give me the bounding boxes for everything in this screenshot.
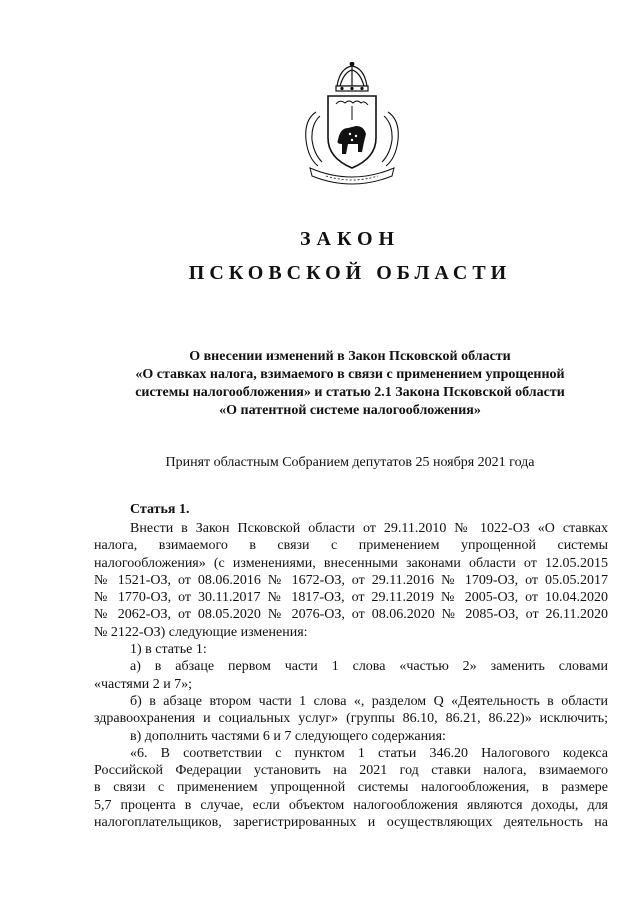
body-line: № 1770-ОЗ, от 30.11.2017 № 1817-ОЗ, от 29.11.2019 № 2005-ОЗ, от 10.04.2020 bbox=[94, 590, 608, 606]
body-line: «6. В соответствии с пунктом 1 статьи 346.20 Налогового кодекса bbox=[130, 745, 608, 761]
body-line: здравоохранения и социальных услуг» (группы 86.10, 86.21, 86.22)» исключить; bbox=[94, 711, 608, 727]
body-line: 1) в статье 1: bbox=[130, 642, 207, 658]
body-line: № 2122-ОЗ) следующие изменения: bbox=[94, 624, 308, 640]
document-type: ЗАКОН bbox=[299, 228, 401, 250]
body-line: а) в абзаце первом части 1 слова «частью 2» заменить словами bbox=[130, 659, 608, 675]
body-line: Российской Федерации установить на 2021 год ставки налога, взимаемого bbox=[94, 763, 608, 779]
body-line: налогоплательщиков, зарегистрированных и осуществляющих деятельность на bbox=[94, 815, 608, 831]
body-line: «частями 2 и 7»; bbox=[94, 676, 193, 692]
law-title bbox=[100, 348, 600, 420]
body-line: Внести в Закон Псковской области от 29.11.2010 № 1022-ОЗ «О ставках bbox=[130, 521, 608, 536]
adoption-statement: Принят областным Собранием депутатов 25 ноября 2021 года bbox=[165, 455, 535, 470]
region-name: ПСКОВСКОЙ ОБЛАСТИ bbox=[188, 262, 512, 284]
body-line: № 1521-ОЗ, от 08.06.2016 № 1672-ОЗ, от 29.11.2016 № 1709-ОЗ, от 05.05.2017 bbox=[94, 572, 608, 588]
coat-of-arms-icon bbox=[296, 62, 408, 190]
body-line: б) в абзаце втором части 1 слова «, разделом Q «Деятельность в области bbox=[130, 693, 608, 709]
body-line: 5,7 процента в случае, если объектом налогообложения являются доходы, для bbox=[94, 797, 608, 813]
article-heading: Статья 1. bbox=[130, 502, 190, 517]
body-line: налогообложения» (с изменениями, внесенными законами области от 12.05.2015 bbox=[94, 555, 608, 571]
title-line: системы налогообложения» и статью 2.1 Закона Псковской области bbox=[135, 385, 565, 400]
title-line: «О патентной системе налогообложения» bbox=[219, 403, 481, 418]
title-line: О внесении изменений в Закон Псковской области bbox=[189, 349, 511, 364]
article-body bbox=[94, 520, 608, 831]
body-line: налога, взимаемого в связи с применением упрощенной системы bbox=[94, 538, 608, 554]
body-line: в) дополнить частями 6 и 7 следующего содержания: bbox=[130, 728, 446, 744]
title-line: «О ставках налога, взимаемого в связи с применением упрощенной bbox=[135, 367, 565, 382]
body-line: № 2062-ОЗ, от 08.05.2020 № 2076-ОЗ, от 08.06.2020 № 2085-ОЗ, от 26.11.2020 bbox=[94, 607, 608, 623]
body-line: в связи с применением упрощенной системы налогообложения, в размере bbox=[94, 780, 608, 796]
